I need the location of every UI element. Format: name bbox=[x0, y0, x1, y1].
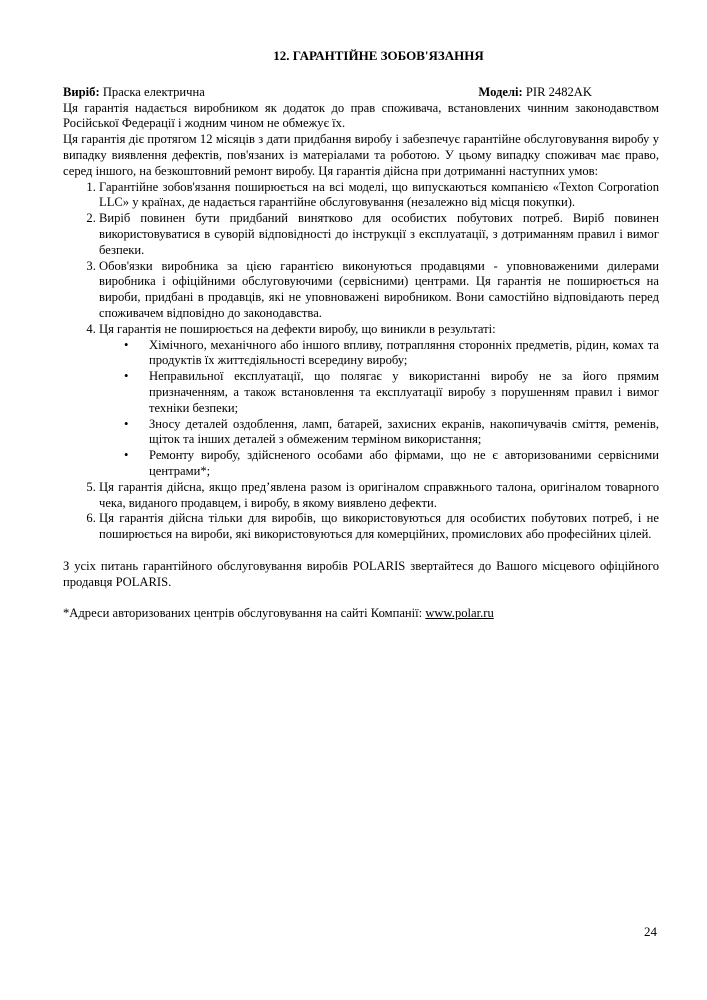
product-info bbox=[63, 85, 205, 101]
condition-item bbox=[99, 480, 659, 512]
exclusion-item: • Неправильної експлуатації, що полягає у використанні виробу не за його прямим призначенням, а також встановлення та експлуатації виробу з порушенням правил і вимог техніки безпеки; bbox=[149, 369, 659, 416]
section-title: 12. ГАРАНТІЙНЕ ЗОБОВ'ЯЗАННЯ bbox=[273, 48, 484, 63]
models-info bbox=[478, 85, 592, 101]
condition-text: Обов'язки виробника за цією гарантією виконуються продавцями - уповноваженими дилерами виробника і офіційними обслуговуючими (сервісними) центрами. Ця гарантія не поширюється на вироби, придбані в продавців, які не уповноважені виробником. Вони самостійно відповідають перед споживачем відповідно до законодавства. bbox=[99, 258, 659, 320]
exclusion-item: • Зносу деталей оздоблення, ламп, батарей, захисних екранів, накопичувачів сміття, ременів, щіток та інших деталей з обмеженим терміном використання; bbox=[149, 417, 659, 449]
intro-paragraph-1: Ця гарантія надається виробником як додаток до прав споживача, встановлених чинним законодавством Російської Федерації і жодним чином не обмежує їх. bbox=[63, 100, 659, 131]
intro-paragraph-2: Ця гарантія діє протягом 12 місяців з дати придбання виробу і забезпечує гарантійне обслуговування виробу у випадку виявлення дефектів, пов'язаних із матеріалами та роботою. У цьому випадку споживач має право, серед іншого, на безкоштовний ремонт виробу. Ця гарантія дійсна при дотриманні наступних умов: bbox=[63, 132, 659, 178]
condition-item bbox=[99, 322, 659, 480]
footnote-text: *Адреси авторизованих центрів обслуговування на сайті Компанії: bbox=[63, 605, 426, 620]
condition-text: Ця гарантія не поширюється на дефекти виробу, що виникли в результаті: bbox=[99, 321, 496, 336]
conditions-list bbox=[63, 180, 659, 543]
models-label: Моделі: bbox=[478, 84, 523, 99]
product-line bbox=[63, 85, 659, 101]
contact-paragraph: З усіх питань гарантійного обслуговування виробів POLARIS звертайтеся до Вашого місцевого офіційного продавця POLARIS. bbox=[63, 558, 659, 589]
condition-text: Виріб повинен бути придбаний винятково для особистих побутових потреб. Виріб повинен використовуватися в суворій відповідності до інструкції з експлуатації, з дотриманням правил і вимог безпеки. bbox=[99, 211, 659, 257]
product-label: Виріб: bbox=[63, 84, 100, 99]
models-value: PIR 2482AK bbox=[525, 84, 592, 99]
exclusion-item: • Ремонту виробу, здійсненого особами або фірмами, що не є авторизованими сервісними центрами*; bbox=[149, 448, 659, 480]
footnote bbox=[63, 606, 659, 622]
condition-text: Гарантійне зобов'язання поширюється на всі моделі, що випускаються компанією «Texton Corporation LLC» у країнах, де надається гарантійне обслуговування (незалежно від місця покупки). bbox=[99, 179, 659, 210]
condition-text: Ця гарантія дійсна тільки для виробів, що використовуються для особистих побутових потреб, і не поширюється на вироби, які використовуються для комерційних, промислових або професійних цілей. bbox=[99, 511, 659, 542]
exclusion-item: • Хімічного, механічного або іншого впливу, потрапляння сторонніх предметів, рідин, комах та продуктів їх життєдіяльності всередину виробу; bbox=[149, 338, 659, 370]
product-value: Праска електрична bbox=[102, 84, 205, 99]
condition-item bbox=[99, 211, 659, 258]
condition-item bbox=[99, 180, 659, 212]
exclusions-list bbox=[99, 338, 659, 480]
page-number: 24 bbox=[644, 924, 657, 939]
condition-item bbox=[99, 511, 659, 543]
condition-text: Ця гарантія дійсна, якщо пред’явлена разом із оригіналом справжнього талона, оригіналом товарного чека, виданого продавцем, і виробу, в якому виявлено дефекти. bbox=[99, 479, 659, 510]
website-link[interactable]: www.polar.ru bbox=[425, 605, 494, 620]
condition-item bbox=[99, 259, 659, 322]
